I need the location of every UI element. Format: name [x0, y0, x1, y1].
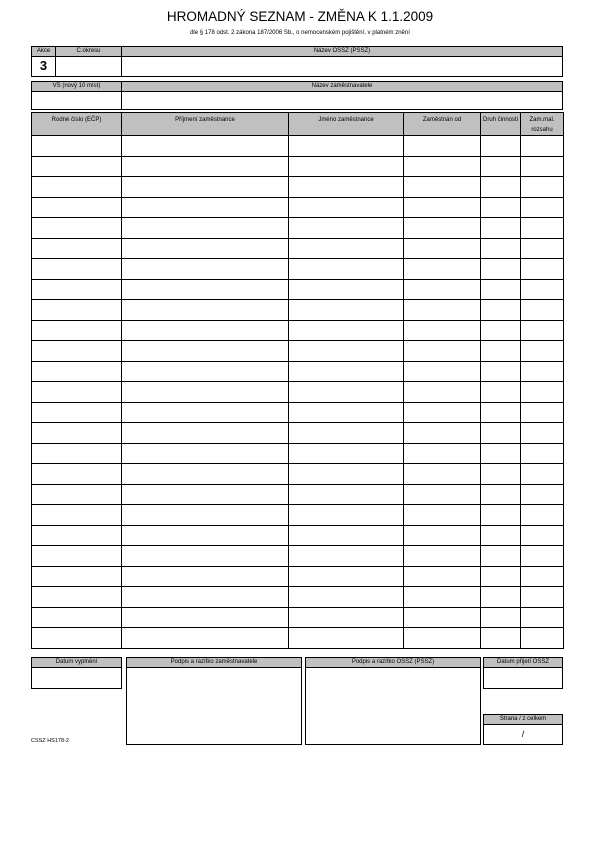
birth-number-cell[interactable]: [32, 525, 122, 546]
table-row: [32, 259, 564, 280]
small-scope-cell[interactable]: [521, 218, 564, 239]
first-name-cell[interactable]: [289, 423, 404, 444]
employed-from-cell[interactable]: [404, 628, 481, 649]
small-scope-cell[interactable]: [521, 259, 564, 280]
activity-type-cell[interactable]: [481, 238, 521, 259]
table-row: [32, 464, 564, 485]
activity-type-cell[interactable]: [481, 525, 521, 546]
birth-number-cell[interactable]: [32, 402, 122, 423]
table-row: [32, 382, 564, 403]
table-row: [32, 525, 564, 546]
table-row: [32, 320, 564, 341]
small-scope-cell[interactable]: [521, 607, 564, 628]
surname-cell[interactable]: [122, 136, 289, 157]
date-filled-field[interactable]: [31, 667, 122, 689]
first-name-cell[interactable]: [289, 382, 404, 403]
small-scope-cell[interactable]: [521, 505, 564, 526]
page-count-label: Strana / z celkem: [483, 714, 563, 725]
table-row: [32, 156, 564, 177]
form-subtitle: dle § 178 odst. 2 zákona 187/2006 Sb., o nemocenském pojištění, v platném znění: [190, 30, 410, 36]
surname-cell[interactable]: [122, 546, 289, 567]
table-row: [32, 218, 564, 239]
surname-cell[interactable]: [122, 382, 289, 403]
activity-type-cell[interactable]: [481, 156, 521, 177]
small-scope-cell[interactable]: [521, 628, 564, 649]
small-scope-cell[interactable]: [521, 464, 564, 485]
birth-number-cell[interactable]: [32, 566, 122, 587]
birth-number-cell[interactable]: [32, 361, 122, 382]
first-name-cell[interactable]: [289, 464, 404, 485]
employer-name-label: Název zaměstnavatele: [121, 81, 563, 92]
employed-from-cell[interactable]: [404, 607, 481, 628]
employed-from-cell[interactable]: [404, 341, 481, 362]
activity-type-cell[interactable]: [481, 443, 521, 464]
surname-cell[interactable]: [122, 505, 289, 526]
employed-from-cell[interactable]: [404, 464, 481, 485]
col-header-surname: Příjmení zaměstnance: [122, 113, 289, 136]
table-row: [32, 402, 564, 423]
first-name-cell[interactable]: [289, 505, 404, 526]
first-name-cell[interactable]: [289, 341, 404, 362]
activity-type-cell[interactable]: [481, 505, 521, 526]
vs-label: VS (nový 10 míst): [31, 81, 122, 92]
employed-from-cell[interactable]: [404, 218, 481, 239]
small-scope-cell[interactable]: [521, 566, 564, 587]
surname-cell[interactable]: [122, 238, 289, 259]
surname-cell[interactable]: [122, 177, 289, 198]
birth-number-cell[interactable]: [32, 238, 122, 259]
first-name-cell[interactable]: [289, 546, 404, 567]
employer-signature-field[interactable]: [126, 667, 302, 745]
employed-from-cell[interactable]: [404, 136, 481, 157]
small-scope-cell[interactable]: [521, 279, 564, 300]
form-code: CSSZ HS178-2: [31, 738, 69, 744]
small-scope-cell[interactable]: [521, 402, 564, 423]
employed-from-cell[interactable]: [404, 423, 481, 444]
birth-number-cell[interactable]: [32, 546, 122, 567]
page-count-field[interactable]: /: [483, 724, 563, 745]
first-name-cell[interactable]: [289, 402, 404, 423]
employed-from-cell[interactable]: [404, 300, 481, 321]
col-header-activity-type: Druh činnosti: [481, 113, 521, 136]
table-row: [32, 197, 564, 218]
activity-type-cell[interactable]: [481, 566, 521, 587]
surname-cell[interactable]: [122, 607, 289, 628]
first-name-cell[interactable]: [289, 628, 404, 649]
small-scope-cell[interactable]: [521, 136, 564, 157]
first-name-cell[interactable]: [289, 484, 404, 505]
activity-type-cell[interactable]: [481, 546, 521, 567]
table-row: [32, 546, 564, 567]
birth-number-cell[interactable]: [32, 484, 122, 505]
first-name-cell[interactable]: [289, 259, 404, 280]
activity-type-cell[interactable]: [481, 177, 521, 198]
surname-cell[interactable]: [122, 402, 289, 423]
activity-type-cell[interactable]: [481, 607, 521, 628]
employed-from-cell[interactable]: [404, 279, 481, 300]
table-row: [32, 238, 564, 259]
birth-number-cell[interactable]: [32, 156, 122, 177]
employee-table: [31, 112, 564, 649]
ossz-signature-label: Podpis a razítko OSSZ (PSSZ): [305, 657, 481, 668]
activity-type-cell[interactable]: [481, 484, 521, 505]
akce-label: Akce: [31, 46, 56, 57]
surname-cell[interactable]: [122, 197, 289, 218]
birth-number-cell[interactable]: [32, 218, 122, 239]
date-received-field[interactable]: [483, 667, 563, 689]
small-scope-cell[interactable]: [521, 238, 564, 259]
surname-cell[interactable]: [122, 484, 289, 505]
surname-cell[interactable]: [122, 279, 289, 300]
activity-type-cell[interactable]: [481, 300, 521, 321]
surname-cell[interactable]: [122, 320, 289, 341]
first-name-cell[interactable]: [289, 300, 404, 321]
employed-from-cell[interactable]: [404, 505, 481, 526]
surname-cell[interactable]: [122, 587, 289, 608]
table-row: [32, 566, 564, 587]
birth-number-cell[interactable]: [32, 279, 122, 300]
employed-from-cell[interactable]: [404, 197, 481, 218]
col-header-employed-from: Zaměstnán od: [404, 113, 481, 136]
activity-type-cell[interactable]: [481, 320, 521, 341]
small-scope-cell[interactable]: [521, 197, 564, 218]
employed-from-cell[interactable]: [404, 587, 481, 608]
birth-number-cell[interactable]: [32, 197, 122, 218]
surname-cell[interactable]: [122, 525, 289, 546]
first-name-cell[interactable]: [289, 320, 404, 341]
first-name-cell[interactable]: [289, 197, 404, 218]
table-row: [32, 628, 564, 649]
first-name-cell[interactable]: [289, 443, 404, 464]
ossz-signature-field[interactable]: [305, 667, 481, 745]
date-filled-label: Datum vyplnění: [31, 657, 122, 668]
birth-number-cell[interactable]: [32, 341, 122, 362]
birth-number-cell[interactable]: [32, 136, 122, 157]
activity-type-cell[interactable]: [481, 402, 521, 423]
employed-from-cell[interactable]: [404, 484, 481, 505]
surname-cell[interactable]: [122, 443, 289, 464]
surname-cell[interactable]: [122, 628, 289, 649]
birth-number-cell[interactable]: [32, 443, 122, 464]
col-header-small-scope: Zam.mal. rozsahu: [521, 113, 564, 136]
okres-label: Č.okresu: [55, 46, 122, 57]
table-row: [32, 607, 564, 628]
employed-from-cell[interactable]: [404, 566, 481, 587]
small-scope-cell[interactable]: [521, 525, 564, 546]
surname-cell[interactable]: [122, 218, 289, 239]
birth-number-cell[interactable]: [32, 505, 122, 526]
activity-type-cell[interactable]: [481, 197, 521, 218]
col-header-birth-number: Rodné číslo (EČP): [32, 113, 122, 136]
ossz-name-field[interactable]: [121, 56, 563, 77]
table-row: [32, 279, 564, 300]
table-row: [32, 484, 564, 505]
surname-cell[interactable]: [122, 361, 289, 382]
activity-type-cell[interactable]: [481, 341, 521, 362]
activity-type-cell[interactable]: [481, 628, 521, 649]
table-row: [32, 361, 564, 382]
birth-number-cell[interactable]: [32, 464, 122, 485]
table-header-row: [32, 113, 564, 136]
small-scope-cell[interactable]: [521, 484, 564, 505]
table-row: [32, 300, 564, 321]
activity-type-cell[interactable]: [481, 587, 521, 608]
col-header-first-name: Jméno zaměstnance: [289, 113, 404, 136]
employed-from-cell[interactable]: [404, 361, 481, 382]
akce-value: 3: [31, 56, 56, 77]
first-name-cell[interactable]: [289, 279, 404, 300]
small-scope-cell[interactable]: [521, 300, 564, 321]
birth-number-cell[interactable]: [32, 587, 122, 608]
birth-number-cell[interactable]: [32, 320, 122, 341]
first-name-cell[interactable]: [289, 587, 404, 608]
table-row: [32, 423, 564, 444]
table-row: [32, 587, 564, 608]
birth-number-cell[interactable]: [32, 177, 122, 198]
table-row: [32, 177, 564, 198]
employed-from-cell[interactable]: [404, 382, 481, 403]
ossz-name-label: Název OSSZ (PSSZ): [121, 46, 563, 57]
small-scope-cell[interactable]: [521, 443, 564, 464]
small-scope-cell[interactable]: [521, 546, 564, 567]
birth-number-cell[interactable]: [32, 423, 122, 444]
small-scope-cell[interactable]: [521, 320, 564, 341]
okres-field[interactable]: [55, 56, 122, 77]
birth-number-cell[interactable]: [32, 607, 122, 628]
activity-type-cell[interactable]: [481, 382, 521, 403]
first-name-cell[interactable]: [289, 177, 404, 198]
employed-from-cell[interactable]: [404, 259, 481, 280]
surname-cell[interactable]: [122, 423, 289, 444]
employed-from-cell[interactable]: [404, 402, 481, 423]
activity-type-cell[interactable]: [481, 279, 521, 300]
activity-type-cell[interactable]: [481, 218, 521, 239]
employed-from-cell[interactable]: [404, 320, 481, 341]
small-scope-cell[interactable]: [521, 156, 564, 177]
employed-from-cell[interactable]: [404, 443, 481, 464]
activity-type-cell[interactable]: [481, 361, 521, 382]
first-name-cell[interactable]: [289, 525, 404, 546]
employed-from-cell[interactable]: [404, 525, 481, 546]
table-row: [32, 341, 564, 362]
birth-number-cell[interactable]: [32, 382, 122, 403]
employed-from-cell[interactable]: [404, 546, 481, 567]
employer-name-field[interactable]: [121, 91, 563, 110]
first-name-cell[interactable]: [289, 136, 404, 157]
small-scope-cell[interactable]: [521, 177, 564, 198]
surname-cell[interactable]: [122, 156, 289, 177]
first-name-cell[interactable]: [289, 218, 404, 239]
first-name-cell[interactable]: [289, 361, 404, 382]
activity-type-cell[interactable]: [481, 259, 521, 280]
small-scope-cell[interactable]: [521, 341, 564, 362]
first-name-cell[interactable]: [289, 566, 404, 587]
surname-cell[interactable]: [122, 259, 289, 280]
small-scope-cell[interactable]: [521, 382, 564, 403]
surname-cell[interactable]: [122, 341, 289, 362]
form-title: HROMADNÝ SEZNAM - ZMĚNA K 1.1.2009: [166, 9, 434, 24]
employed-from-cell[interactable]: [404, 156, 481, 177]
table-row: [32, 136, 564, 157]
surname-cell[interactable]: [122, 566, 289, 587]
employer-signature-label: Podpis a razítko zaměstnavatele: [126, 657, 302, 668]
table-row: [32, 443, 564, 464]
activity-type-cell[interactable]: [481, 136, 521, 157]
activity-type-cell[interactable]: [481, 464, 521, 485]
first-name-cell[interactable]: [289, 156, 404, 177]
employed-from-cell[interactable]: [404, 238, 481, 259]
activity-type-cell[interactable]: [481, 423, 521, 444]
surname-cell[interactable]: [122, 300, 289, 321]
birth-number-cell[interactable]: [32, 259, 122, 280]
employed-from-cell[interactable]: [404, 177, 481, 198]
vs-field[interactable]: [31, 91, 122, 110]
birth-number-cell[interactable]: [32, 628, 122, 649]
date-received-label: Datum přijetí OSSZ: [483, 657, 563, 668]
small-scope-cell[interactable]: [521, 423, 564, 444]
first-name-cell[interactable]: [289, 607, 404, 628]
surname-cell[interactable]: [122, 464, 289, 485]
birth-number-cell[interactable]: [32, 300, 122, 321]
first-name-cell[interactable]: [289, 238, 404, 259]
table-row: [32, 505, 564, 526]
small-scope-cell[interactable]: [521, 361, 564, 382]
small-scope-cell[interactable]: [521, 587, 564, 608]
